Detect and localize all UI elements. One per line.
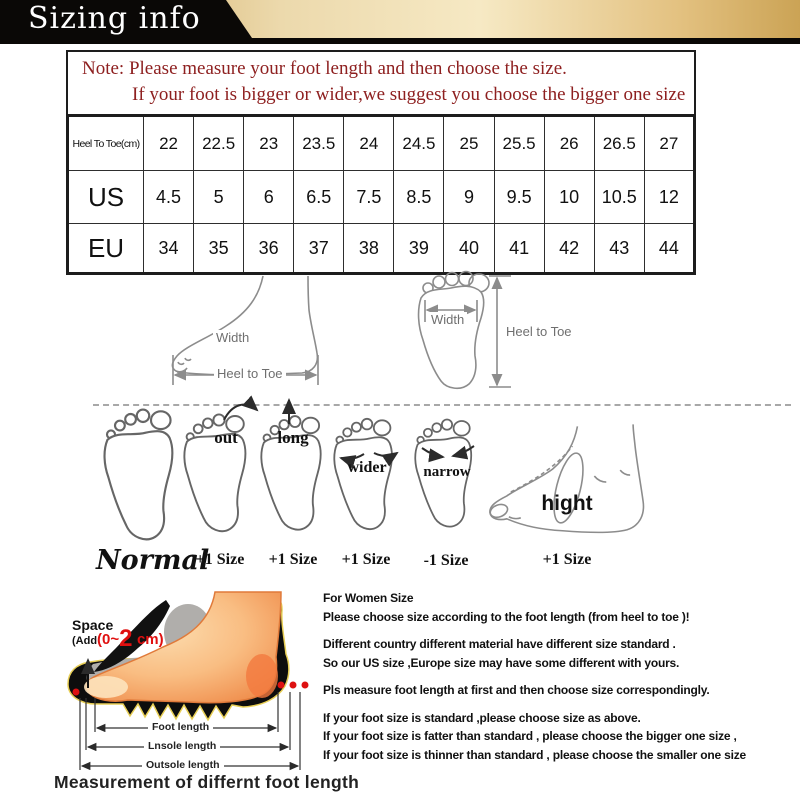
size-cell: 34 xyxy=(144,224,194,274)
size-chart-table xyxy=(66,114,696,275)
foot-size-label: +1 Size xyxy=(268,551,318,568)
size-cell: 42 xyxy=(544,224,594,274)
size-cell: 41 xyxy=(494,224,544,274)
size-notes xyxy=(323,592,797,767)
narrow-arrows-icon xyxy=(420,444,476,460)
space-title: Space xyxy=(72,617,114,633)
size-cell: 9.5 xyxy=(494,171,544,224)
notes-line: Pls measure foot length at first and then choose size correspondingly. xyxy=(323,683,710,697)
row-header-cell: Heel To Toe(cm) xyxy=(68,116,144,171)
dashed-separator xyxy=(93,404,791,406)
note-line-1: Note: Please measure your foot length and then choose the size. xyxy=(82,58,567,79)
width-label: Width xyxy=(213,330,252,345)
foot-size-label: Normal xyxy=(96,545,210,576)
notes-line: Different country different material have different size standard . xyxy=(323,637,676,651)
foot-size-label: +1 Size xyxy=(341,551,391,568)
size-cell: 23.5 xyxy=(294,116,344,171)
table-row xyxy=(68,171,695,224)
size-cell: 35 xyxy=(194,224,244,274)
foot-type-label: long xyxy=(277,428,309,447)
table-row xyxy=(68,224,695,274)
notes-line: If your foot size is standard ,please choose size as above. xyxy=(323,710,641,725)
size-cell: 26.5 xyxy=(594,116,644,171)
size-cell: 24.5 xyxy=(394,116,444,171)
foot-size-label: -1 Size xyxy=(423,552,469,569)
size-cell: 6 xyxy=(244,171,294,224)
size-cell: 8.5 xyxy=(394,171,444,224)
table-row xyxy=(68,116,695,171)
size-cell: 12 xyxy=(644,171,694,224)
row-header-cell: EU xyxy=(68,224,144,274)
note-box xyxy=(66,50,696,116)
notes-line: Please choose size according to the foot length (from heel to toe )! xyxy=(323,609,690,624)
size-cell: 36 xyxy=(244,224,294,274)
foot-outline-icon-normal xyxy=(103,408,183,548)
size-cell: 22 xyxy=(144,116,194,171)
out-arrow-icon xyxy=(222,400,260,422)
size-cell: 37 xyxy=(294,224,344,274)
row-header-cell: US xyxy=(68,171,144,224)
foot-outline-icon-wider xyxy=(333,413,401,541)
foot-side-hight-icon xyxy=(483,424,650,550)
size-cell: 22.5 xyxy=(194,116,244,171)
notes-line: If your foot size is thinner than standard , please choose the smaller one size xyxy=(323,747,746,762)
size-cell: 44 xyxy=(644,224,694,274)
foot-type-label: wider xyxy=(347,459,387,476)
space-label xyxy=(72,617,164,652)
size-cell: 25 xyxy=(444,116,494,171)
size-cell: 4.5 xyxy=(144,171,194,224)
size-cell: 27 xyxy=(644,116,694,171)
size-cell: 5 xyxy=(194,171,244,224)
size-cell: 10 xyxy=(544,171,594,224)
foot-size-label: +1 Size xyxy=(195,551,245,568)
foot-type-label: out xyxy=(214,428,238,447)
size-cell: 23 xyxy=(244,116,294,171)
notes-line: If your foot size is fatter than standard , please choose the bigger one size , xyxy=(323,729,737,743)
notes-line: So our US size ,Europe size may have some different with yours. xyxy=(323,655,680,670)
foot-type-label: narrow xyxy=(423,464,471,480)
size-cell: 9 xyxy=(444,171,494,224)
size-cell: 40 xyxy=(444,224,494,274)
size-cell: 39 xyxy=(394,224,444,274)
size-cell: 26 xyxy=(544,116,594,171)
note-line-2: If your foot is bigger or wider,we suggest you choose the bigger one size xyxy=(132,84,686,105)
size-cell: 6.5 xyxy=(294,171,344,224)
size-cell: 24 xyxy=(344,116,394,171)
foot-size-label: +1 Size xyxy=(542,551,592,568)
heel-to-toe-label: Heel to Toe xyxy=(503,324,575,339)
size-cell: 25.5 xyxy=(494,116,544,171)
size-cell: 10.5 xyxy=(594,171,644,224)
width-label: Width xyxy=(428,312,467,327)
size-cell: 38 xyxy=(344,224,394,274)
size-cell: 7.5 xyxy=(344,171,394,224)
insole-length-label: Lnsole length xyxy=(144,740,220,752)
diagram-caption: Measurement of differnt foot length xyxy=(54,772,360,792)
space-red: (0~ xyxy=(97,631,120,648)
page-title: Sizing info xyxy=(28,1,201,36)
foot-length-label: Foot length xyxy=(148,721,213,733)
notes-heading: For Women Size xyxy=(323,591,414,605)
banner xyxy=(0,0,800,44)
outsole-length-label: Outsole length xyxy=(142,759,224,771)
long-arrow-icon xyxy=(281,396,297,426)
heel-to-toe-label: Heel to Toe xyxy=(214,366,286,381)
size-cell: 43 xyxy=(594,224,644,274)
foot-type-label: hight xyxy=(541,492,593,515)
space-prefix: (Add xyxy=(72,635,98,647)
space-unit: cm) xyxy=(136,631,164,648)
space-value: 2 xyxy=(119,625,133,652)
